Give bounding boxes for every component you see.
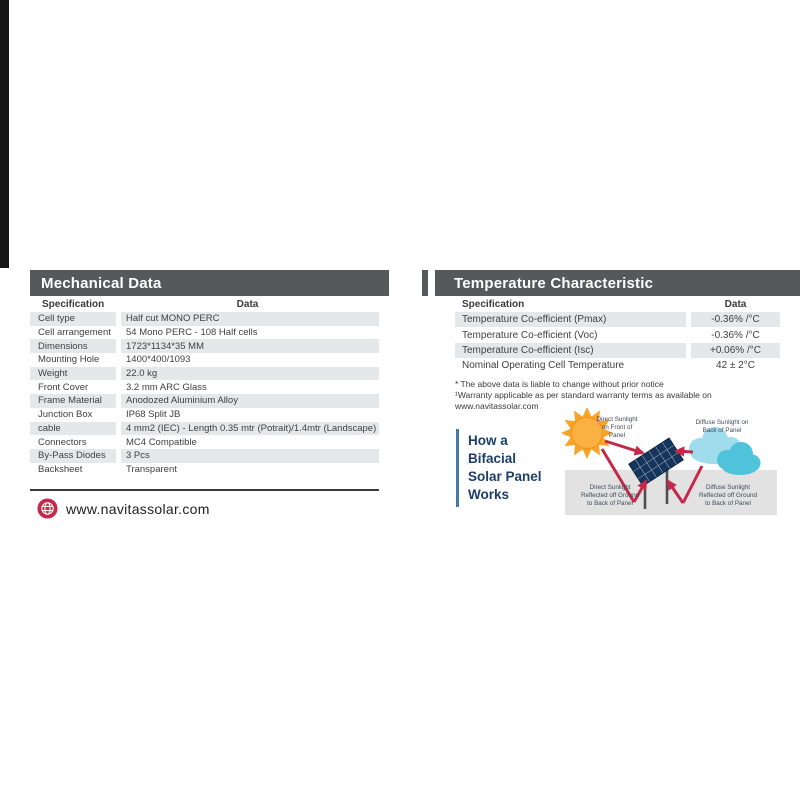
- svg-text:to Back of Panel: to Back of Panel: [587, 500, 633, 507]
- data-cell: Anodozed Aluminium Alloy: [121, 394, 379, 408]
- column-header-data: Data: [236, 299, 259, 310]
- spec-cell: cable: [30, 422, 116, 436]
- data-cell: 42 ± 2°C: [716, 360, 755, 372]
- temperature-header-endcap: [422, 270, 428, 296]
- data-cell: 4 mm2 (IEC) - Length 0.35 mtr (Potrait)/1.4mtr (Landscape): [121, 422, 379, 436]
- table-row: [455, 327, 780, 342]
- spec-cell: By-Pass Diodes: [30, 449, 116, 463]
- svg-text:Back of Panel: Back of Panel: [702, 427, 742, 434]
- spec-cell: Cell type: [30, 312, 116, 326]
- column-header-data: Data: [724, 299, 747, 310]
- column-header-specification: Specification: [42, 299, 105, 310]
- mechanical-header: [30, 270, 389, 296]
- bifacial-heading-line: Bifacial: [468, 451, 517, 466]
- table-row: [30, 422, 379, 436]
- data-cell: Transparent: [126, 463, 177, 475]
- label-diffuse-back: [696, 419, 749, 434]
- spec-cell: Temperature Co-efficient (Voc): [462, 329, 598, 341]
- table-row: [30, 408, 379, 422]
- table-row: [30, 312, 379, 326]
- svg-text:to Back of Panel: to Back of Panel: [705, 500, 751, 507]
- svg-text:Panel: Panel: [608, 432, 626, 439]
- mechanical-title: Mechanical Data: [41, 274, 162, 292]
- spec-cell: Connectors: [38, 436, 87, 448]
- data-cell: 54 Mono PERC - 108 Half cells: [126, 327, 258, 339]
- spec-cell: Temperature Co-efficient (Isc): [455, 343, 686, 358]
- mechanical-header-endcap: [382, 270, 388, 296]
- bifacial-heading-line: How a: [468, 433, 508, 448]
- website-footer: [37, 498, 210, 519]
- spec-cell: Weight: [30, 367, 116, 381]
- table-row: [30, 339, 379, 353]
- table-header-row: [30, 297, 379, 312]
- data-cell: IP68 Split JB: [126, 409, 181, 421]
- bifacial-heading: [456, 429, 542, 507]
- table-row: [30, 367, 379, 381]
- table-row: [30, 449, 379, 463]
- data-cell: Half cut MONO PERC: [121, 312, 379, 326]
- svg-text:Reflected off Ground: Reflected off Ground: [699, 492, 757, 499]
- bifacial-illustration: [550, 408, 785, 530]
- temperature-header: [435, 270, 800, 296]
- table-row: [30, 353, 379, 367]
- svg-text:Diffuse Sunlight: Diffuse Sunlight: [706, 484, 750, 491]
- data-cell: 3 Pcs: [121, 449, 379, 463]
- table-bottom-rule: [30, 489, 379, 491]
- table-row: [455, 343, 780, 358]
- table-row: [30, 326, 379, 340]
- spec-cell: Front Cover: [38, 381, 89, 393]
- bifacial-heading-line: Solar Panel: [468, 469, 542, 484]
- table-row: [30, 394, 379, 408]
- table-header-row: [455, 297, 780, 312]
- table-row: [30, 435, 379, 449]
- svg-text:on Front of: on Front of: [601, 424, 633, 431]
- footnote-1: * The above data is liable to change without prior notice: [455, 379, 664, 389]
- arrow-diffuse-to-panel: [676, 451, 693, 452]
- spec-cell: Temperature Co-efficient (Pmax): [455, 312, 686, 327]
- svg-text:Direct Sunlight: Direct Sunlight: [596, 416, 638, 423]
- svg-text:Direct Sunlight: Direct Sunlight: [589, 484, 631, 491]
- temperature-table: [455, 297, 780, 374]
- data-cell: 22.0 kg: [121, 367, 379, 381]
- svg-text:Reflected off Ground: Reflected off Ground: [581, 492, 639, 499]
- column-header-specification: Specification: [462, 299, 525, 310]
- page-edge-strip: [0, 0, 9, 268]
- data-cell: 3.2 mm ARC Glass: [126, 381, 207, 393]
- table-row: [30, 380, 379, 394]
- label-diffuse-ground: [699, 484, 757, 507]
- data-cell: MC4 Compatible: [126, 436, 197, 448]
- data-cell: -0.36% /°C: [711, 329, 760, 341]
- arrow-direct-to-panel: [605, 441, 643, 453]
- website-link[interactable]: www.navitassolar.com: [66, 500, 210, 517]
- temperature-title: Temperature Characteristic: [454, 274, 654, 292]
- footnote-2: ¹Warranty applicable as per standard warranty terms as available on www.navitassolar.com: [455, 390, 712, 411]
- spec-cell: Nominal Operating Cell Temperature: [462, 360, 625, 372]
- spec-cell: Frame Material: [30, 394, 116, 408]
- table-row: [30, 463, 379, 477]
- svg-text:Diffuse Sunlight on: Diffuse Sunlight on: [695, 419, 749, 426]
- table-row: [455, 312, 780, 327]
- spec-cell: Junction Box: [38, 409, 93, 421]
- mechanical-table: [30, 297, 379, 476]
- spec-cell: Dimensions: [30, 339, 116, 353]
- globe-icon: [37, 498, 58, 519]
- spec-cell: Cell arrangement: [38, 327, 111, 339]
- data-cell: -0.36% /°C: [691, 312, 780, 327]
- data-cell: 1723*1134*35 MM: [121, 339, 379, 353]
- spec-cell: Mounting Hole: [38, 354, 100, 366]
- spec-cell: Backsheet: [38, 463, 83, 475]
- data-cell: 1400*400/1093: [126, 354, 191, 366]
- data-cell: +0.06% /°C: [691, 343, 780, 358]
- bifacial-heading-line: Works: [468, 487, 510, 502]
- table-row: [455, 358, 780, 373]
